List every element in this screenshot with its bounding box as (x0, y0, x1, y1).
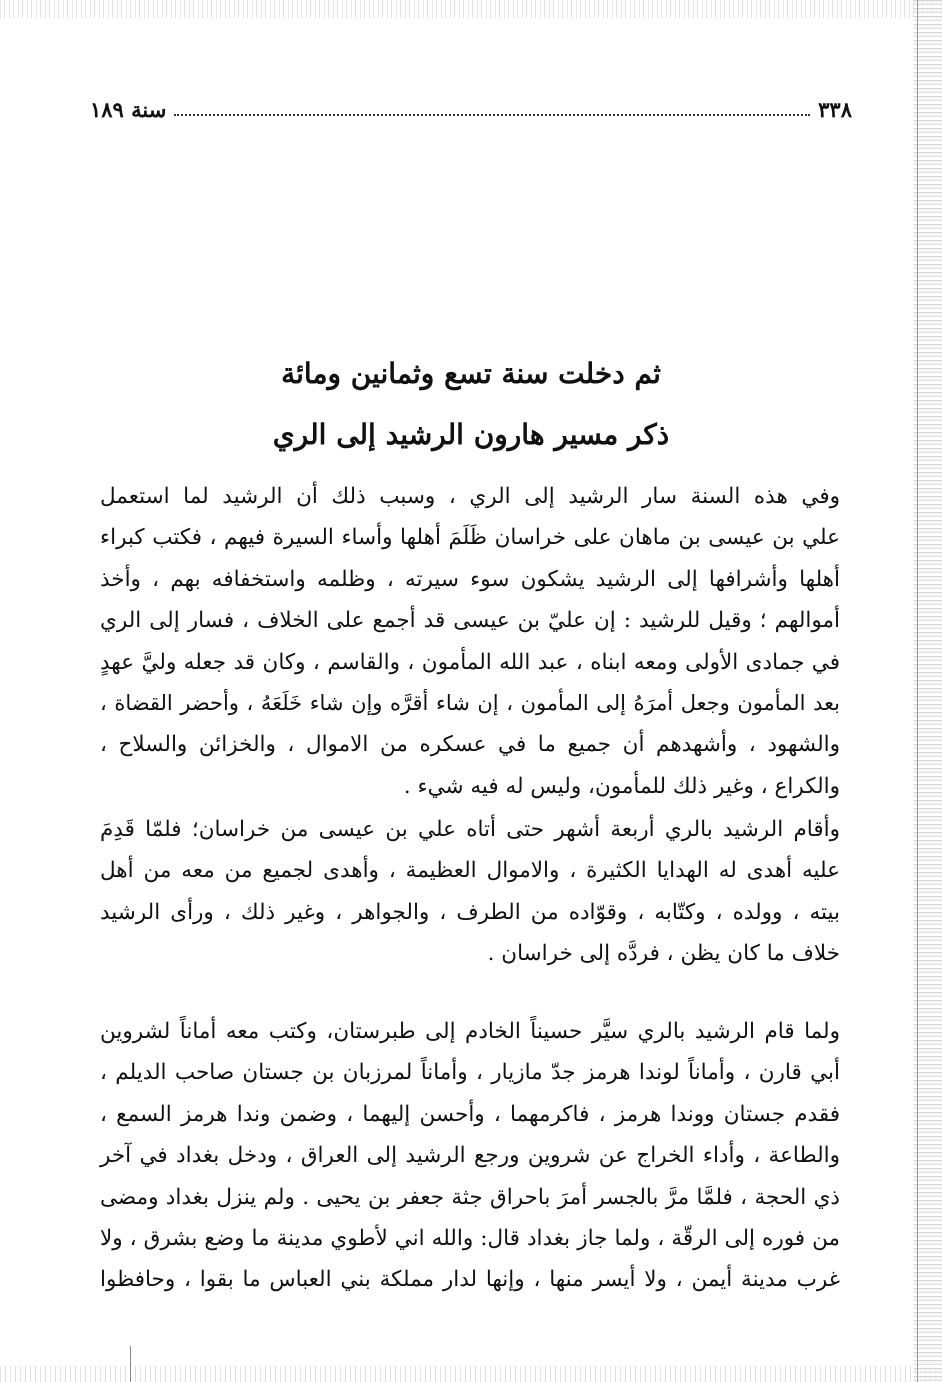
text-line: أهلها وأشرافها إلى الرشيد يشكون سوء سيرته ، وظلمه واستخفافه بهم ، وأخذ (100, 566, 840, 592)
page-edge-right (914, 0, 942, 1382)
text-line: خلاف ما كان يظن ، فردَّه إلى خراسان . (487, 941, 840, 967)
page-edge-left-line (130, 1346, 131, 1382)
page-edge-top (0, 0, 942, 18)
text-line: غرب مدينة أيمن ، ولا أيسر منها ، وإنها لدار مملكة بني العباس ما بقوا ، وحافظوا (100, 1267, 840, 1293)
page-edge-bottom (0, 1366, 942, 1382)
text-line: ذي الحجة ، فلمَّا مرَّ بالجسر أمرَ باحراق جثة جعفر بن يحيى . ولم ينزل بغداد ومضى (100, 1184, 840, 1210)
text-line: بعد المأمون وجعل أمرَهُ إلى المأمون ، إن شاء أقرَّه وإن شاء خَلَعَهُ ، وأحضر القضاة ، (100, 691, 840, 716)
text-line: فقدم جستان ووندا هرمز ، فاكرمهما ، وأحسن إليهما ، وضمن وندا هرمز السمع ، (100, 1101, 840, 1127)
text-line: في جمادى الأولى ومعه ابناه ، عبد الله المأمون ، والقاسم ، وكان قد جعله وليَّ عهدٍ (100, 649, 840, 675)
text-line: والشهود ، وأشهدهم أن جميع ما في عسكره من الاموال ، والخزائن والسلاح ، (100, 732, 840, 758)
page-number: ٣٣٨ (818, 96, 852, 122)
text-line: عليه أهدى له الهدايا الكثيرة ، والاموال العظيمة ، وأهدى لجميع من معه من أهل (100, 858, 840, 884)
paragraph-3 (100, 1011, 840, 1301)
text-line: وفي هذه السنة سار الرشيد إلى الري ، وسبب ذلك أن الرشيد لما استعمل (100, 484, 840, 509)
text-line: ولما قام الرشيد بالري سيَّر حسيناً الخادم إلى طبرستان، وكتب معه أماناً لشروين (100, 1019, 840, 1044)
text-line: أبي قارن ، وأماناً لوندا هرمز جدّ مازيار ، وأماناً لمرزبان بن جستان صاحب الديلم ، (100, 1060, 840, 1086)
header-year-label: سنة ١٨٩ (90, 96, 167, 122)
paragraph-1 (100, 476, 840, 807)
text-line: من فوره إلى الرقّة ، ولما جاز بغداد قال: والله اني لأطوي مدينة ما وضع بشرق ، ولا (100, 1226, 840, 1252)
section-heading: ذكر مسير هارون الرشيد إلى الري (272, 418, 670, 451)
text-line: وأقام الرشيد بالري أربعة أشهر حتى أتاه علي بن عيسى من خراسان؛ فلمّا قَدِمَ (100, 817, 840, 842)
chapter-heading: ثم دخلت سنة تسع وثمانين ومائة (281, 357, 661, 390)
text-line: أموالهم ؛ وقيل للرشيد : إن عليّ بن عيسى قد أجمع على الخلاف ، فسار إلى الري (100, 608, 840, 634)
text-line: بيته ، وولده ، وكتّابه ، وقوّاده من الطرف ، والجواهر ، وغير ذلك ، ورأى الرشيد (100, 899, 840, 925)
text-line: والكراع ، وغير ذلك للمأمون، وليس له فيه شيء . (403, 773, 840, 799)
paragraph-2 (100, 809, 840, 975)
text-line: علي بن عيسى بن ماهان على خراسان ظَلَمَ أهلها وأساء السيرة فيهم ، فكتب كبراء (100, 525, 840, 551)
header-dotted-leader (174, 114, 810, 116)
page-edge-right-line (917, 0, 918, 1382)
running-header (90, 92, 852, 126)
text-line: والطاعة ، وأداء الخراج عن شروين ورجع الرشيد إلى العراق ، ودخل بغداد في آخر (100, 1143, 840, 1169)
